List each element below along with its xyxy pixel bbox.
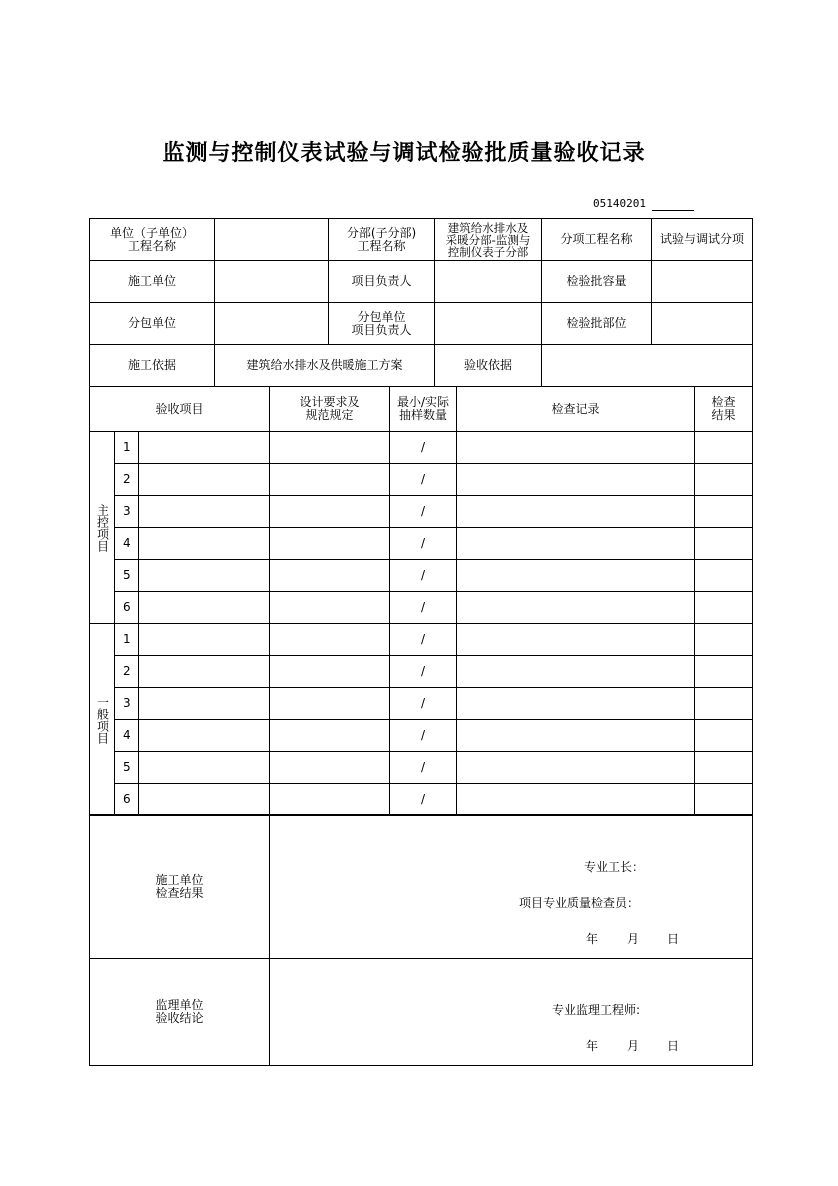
sample-field[interactable]: / [390,432,457,464]
row-number: 5 [115,560,139,592]
item-field[interactable] [139,496,270,528]
row-number: 2 [115,464,139,496]
construction-check-area[interactable] [270,815,753,959]
items-head-result: 检查 结果 [695,387,753,432]
result-field[interactable] [695,752,753,784]
result-field[interactable] [695,432,753,464]
table-row [90,784,753,816]
subcontract-pm-field[interactable] [435,303,542,345]
record-field[interactable] [457,624,695,656]
main-control-group-label [90,432,115,624]
unit-name-label: 单位（子单位） 工程名称 [90,219,215,261]
construction-check-label: 施工单位 检查结果 [90,815,270,959]
record-field[interactable] [457,688,695,720]
supervision-date-year: 年 [586,1039,599,1053]
record-field[interactable] [457,560,695,592]
design-field[interactable] [270,720,390,752]
row-number: 1 [115,624,139,656]
sub-project-value[interactable]: 建筑给水排水及 采暖分部-监测与 控制仪表子分部 [435,219,542,261]
items-head-sample: 最小/实际 抽样数量 [390,387,457,432]
row-number: 6 [115,784,139,816]
item-field[interactable] [139,688,270,720]
table-row [90,656,753,688]
sample-field[interactable]: / [390,720,457,752]
date-month: 月 [627,932,640,946]
record-field[interactable] [457,752,695,784]
sub-project-label: 分部(子分部) 工程名称 [329,219,435,261]
item-field[interactable] [139,784,270,816]
result-field[interactable] [695,624,753,656]
batch-capacity-label: 检验批容量 [542,261,652,303]
subcontract-unit-field[interactable] [215,303,329,345]
row-number: 5 [115,752,139,784]
table-row [90,624,753,656]
item-project-value[interactable]: 试验与调试分项 [652,219,753,261]
table-row [90,528,753,560]
item-field[interactable] [139,720,270,752]
acceptance-basis-label: 验收依据 [435,345,542,387]
design-field[interactable] [270,688,390,720]
supervision-engineer-label: 专业监理工程师: [552,1003,641,1017]
item-field[interactable] [139,560,270,592]
result-field[interactable] [695,720,753,752]
construction-basis-label: 施工依据 [90,345,215,387]
table-row [90,464,753,496]
design-field[interactable] [270,752,390,784]
result-field[interactable] [695,656,753,688]
design-field[interactable] [270,528,390,560]
row-number: 3 [115,688,139,720]
table-row [90,688,753,720]
supervision-date-day: 日 [667,1039,680,1053]
sample-field[interactable]: / [390,656,457,688]
sign-table [89,814,753,1066]
date-year: 年 [586,932,599,946]
record-field[interactable] [457,496,695,528]
record-field[interactable] [457,656,695,688]
record-field[interactable] [457,528,695,560]
row-number: 4 [115,720,139,752]
table-row [90,432,753,464]
items-head-record: 检查记录 [457,387,695,432]
general-group-label [90,624,115,816]
subcontract-pm-label: 分包单位 项目负责人 [329,303,435,345]
quality-inspector-label: 项目专业质量检查员： [519,896,640,910]
design-field[interactable] [270,624,390,656]
foreman-label: 专业工长： [584,860,645,874]
record-field[interactable] [457,432,695,464]
item-field[interactable] [139,752,270,784]
row-number: 4 [115,528,139,560]
result-field[interactable] [695,496,753,528]
sample-field[interactable]: / [390,784,457,816]
date-day: 日 [667,932,680,946]
form-code-underline [652,210,694,211]
design-field[interactable] [270,432,390,464]
sample-field[interactable]: / [390,528,457,560]
item-field[interactable] [139,528,270,560]
sample-field[interactable]: / [390,464,457,496]
result-field[interactable] [695,688,753,720]
table-row [90,560,753,592]
item-field[interactable] [139,592,270,624]
supervision-date-month: 月 [627,1039,640,1053]
item-project-label: 分项工程名称 [542,219,652,261]
record-field[interactable] [457,720,695,752]
unit-name-field[interactable] [215,219,329,261]
design-field[interactable] [270,496,390,528]
table-row [90,496,753,528]
table-row [90,752,753,784]
construction-basis-value[interactable]: 建筑给水排水及供暖施工方案 [215,345,435,387]
construction-unit-field[interactable] [215,261,329,303]
items-head-item: 验收项目 [90,387,270,432]
table-row [90,720,753,752]
item-field[interactable] [139,656,270,688]
design-field[interactable] [270,784,390,816]
design-field[interactable] [270,592,390,624]
project-manager-field[interactable] [435,261,542,303]
general-group-text: 一般项目 [95,695,110,744]
design-field[interactable] [270,560,390,592]
design-field[interactable] [270,656,390,688]
design-field[interactable] [270,464,390,496]
result-field[interactable] [695,560,753,592]
page-title: 监测与控制仪表试验与调试检验批质量验收记录 [162,141,646,166]
sample-field[interactable]: / [390,752,457,784]
row-number: 3 [115,496,139,528]
result-field[interactable] [695,464,753,496]
supervision-label: 监理单位 验收结论 [90,959,270,1066]
sample-field[interactable]: / [390,592,457,624]
batch-location-label: 检验批部位 [542,303,652,345]
header-table [89,218,753,387]
form-code: 05140201 [593,197,646,210]
item-field[interactable] [139,624,270,656]
acceptance-basis-field[interactable] [542,345,753,387]
items-table [89,386,753,816]
record-field[interactable] [457,592,695,624]
supervision-area[interactable] [270,959,753,1066]
result-field[interactable] [695,784,753,816]
record-field[interactable] [457,464,695,496]
item-field[interactable] [139,432,270,464]
result-field[interactable] [695,528,753,560]
row-number: 2 [115,656,139,688]
construction-unit-label: 施工单位 [90,261,215,303]
sample-field[interactable]: / [390,688,457,720]
row-number: 6 [115,592,139,624]
item-field[interactable] [139,464,270,496]
sample-field[interactable]: / [390,624,457,656]
sample-field[interactable]: / [390,560,457,592]
batch-location-field[interactable] [652,303,753,345]
result-field[interactable] [695,592,753,624]
sample-field[interactable]: / [390,496,457,528]
subcontract-unit-label: 分包单位 [90,303,215,345]
row-number: 1 [115,432,139,464]
record-field[interactable] [457,784,695,816]
items-head-design: 设计要求及 规范规定 [270,387,390,432]
table-row [90,592,753,624]
project-manager-label: 项目负责人 [329,261,435,303]
main-control-group-text: 主控项目 [95,503,110,552]
batch-capacity-field[interactable] [652,261,753,303]
